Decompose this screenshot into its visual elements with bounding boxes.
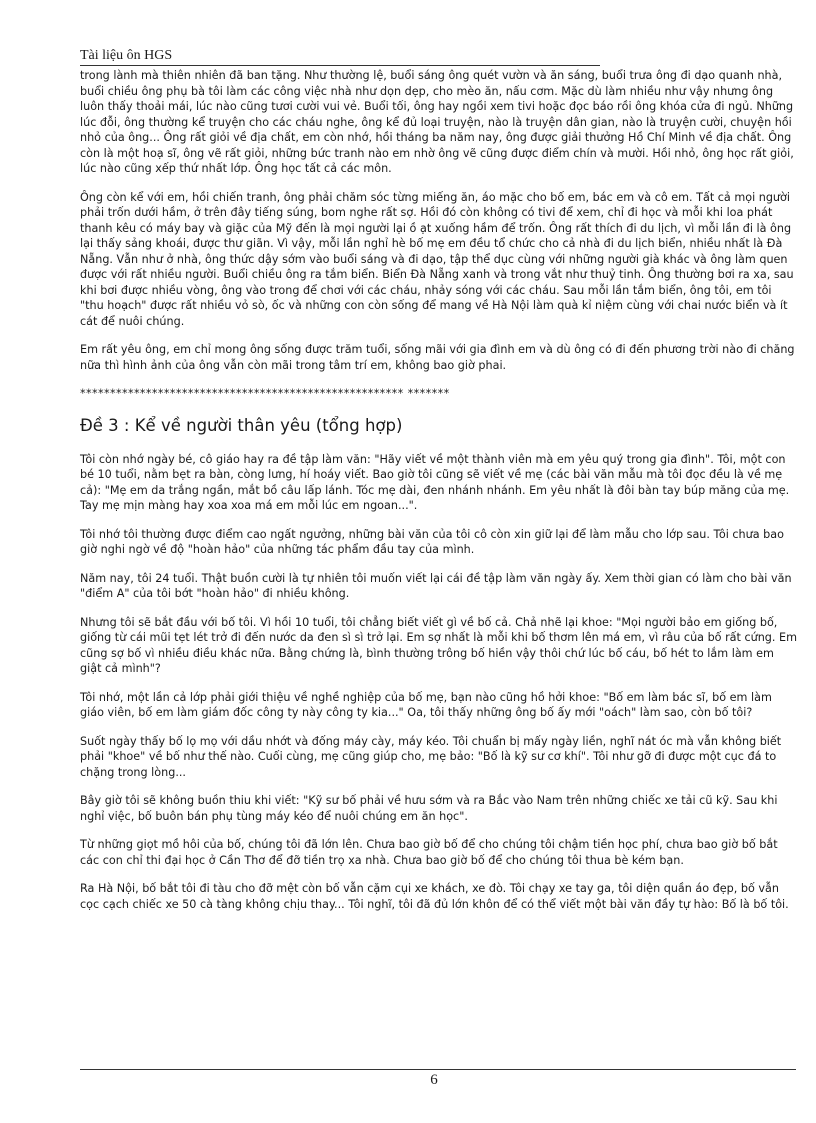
body-paragraph: Bây giờ tôi sẽ không buồn thiu khi viết: "Kỹ sư bố phải về hưu sớm và ra Bắc vào Nam trên những chiếc xe tải cũ kỹ. Sau khi nghỉ việc, bố buôn bán phụ tùng máy kéo để nuôi chúng em ăn học".	[80, 794, 778, 823]
body-paragraph: Nhưng tôi sẽ bắt đầu với bố tôi. Vì hồi 10 tuổi, tôi chẳng biết viết gì về bố cả. Chả nhẽ lại khoe: "Mọi người bảo em giống bố, giống từ cái mũi tẹt lét trở đi đến nước da đen sì sì trở lại. Em sợ nhất là mỗi khi bố thơm lên má em, vì râu của bố rất cứng. Em cũng sợ bố vì nhiều điều khác nữa. Bằng chứng là, bình thường trông bố hiền vậy thôi chứ lúc bố cáu, bố hét to lắm làm em giật cả mình"?	[80, 615, 797, 675]
document-body	[80, 68, 798, 925]
body-paragraph: Suốt ngày thấy bố lọ mọ với dầu nhớt và đống máy cày, máy kéo. Tôi chuẩn bị mấy ngày liền, nghĩ nát óc mà vẫn không biết phải "khoe" về bố như thế nào. Cuối cùng, mẹ cũng giúp cho, mẹ bảo: "Bố là kỹ sư cơ khí". Tôi như gỡ đi được một cục đá to chặng trong lòng...	[80, 734, 782, 779]
body-paragraph: trong lành mà thiên nhiên đã ban tặng. Như thường lệ, buổi sáng ông quét vườn và ăn sáng, buổi trưa ông đi dạo quanh nhà, buổi chiều ông phụ bà tôi làm các công việc nhà như dọn dẹp, cho mèo ăn, nấu cơm. Mặc dù làm nhiều như vậy nhưng ông luôn thấy thoải mái, lúc nào cũng tươi cười vui vẻ. Buổi tối, ông hay ngồi xem tivi hoặc đọc báo rồi ông khóa cửa đi ngủ. Những lúc đỗi, ông thường kể truyện cho các cháu nghe, ông kể đủ loại truyện, nào là truyện dân gian, nào là truyện cười, chuyện hồi nhỏ của ông... Ông rất giỏi về địa chất, em còn nhớ, hồi tháng ba năm nay, ông được giải thưởng Hồ Chí Minh về địa chất. Ông còn là một hoạ sĩ, ông vẽ rất giỏi, những bức tranh nào em nhờ ông vẽ cũng được điểm chín và mười. Hồi nhỏ, ông học rất giỏi, lúc nào cũng xếp thứ nhất lớp. Ông học tất cả các môn.	[80, 69, 794, 175]
body-paragraph: Tôi nhớ tôi thường được điểm cao ngất ngưởng, những bài văn của tôi cô còn xin giữ lại để làm mẫu cho lớp sau. Tôi chưa bao giờ nghi ngờ về độ "hoàn hảo" của những tác phẩm đầu tay của mình.	[80, 527, 784, 556]
footer-divider	[80, 1069, 796, 1070]
page-header-title: Tài liệu ôn HGS	[80, 48, 600, 66]
body-paragraph: Ra Hà Nội, bố bắt tôi đi tàu cho đỡ mệt còn bố vẫn cặm cụi xe khách, xe đò. Tôi chạy xe tay ga, tôi diện quần áo đẹp, bố vẫn cọc cạch chiếc xe 50 cà tàng không chịu thay... Tôi nghĩ, tôi đã đủ lớn khôn để có thể viết một bài văn đầy tự hào: Bố là bố tôi.	[80, 882, 789, 911]
body-paragraph: Tôi nhớ, một lần cả lớp phải giới thiệu về nghề nghiệp của bố mẹ, bạn nào cũng hồ hởi khoe: "Bố em làm bác sĩ, bố em làm giáo viên, bố em làm giám đốc công ty này công ty kia..." Oa, tôi thấy những ông bố ấy mới "oách" làm sao, còn bố tôi?	[80, 690, 772, 719]
section-heading: Đề 3 : Kể về người thân yêu (tổng hợp)	[80, 415, 403, 435]
page-number: 6	[430, 1072, 438, 1088]
separator-line: ****************************************************** *******	[80, 387, 450, 400]
body-paragraph: Năm nay, tôi 24 tuổi. Thật buồn cười là tự nhiên tôi muốn viết lại cái đề tập làm văn ngày ấy. Xem thời gian có làm cho bài văn "điểm A" của tôi bớt "hoàn hảo" đi nhiều không.	[80, 571, 792, 600]
body-paragraph: Từ những giọt mồ hôi của bố, chúng tôi đã lớn lên. Chưa bao giờ bố để cho chúng tôi chậm tiền học phí, chưa bao giờ bố bắt các con chỉ thi đại học ở Cần Thơ để đỡ tiền trọ xa nhà. Chưa bao giờ bố để cho chúng tôi thua bè kém bạn.	[80, 838, 778, 867]
body-paragraph: Em rất yêu ông, em chỉ mong ông sống được trăm tuổi, sống mãi với gia đình em và dù ông có đi đến phương trời nào đi chăng nữa thì hình ảnh của ông vẫn còn mãi trong tâm trí em, không bao giờ phai.	[80, 343, 795, 372]
body-paragraph: Tôi còn nhớ ngày bé, cô giáo hay ra đề tập làm văn: "Hãy viết về một thành viên mà em yêu quý trong gia đình". Tôi, một con bé 10 tuổi, nằm bẹt ra bàn, còng lưng, hí hoáy viết. Bao giờ tôi cũng sẽ viết về mẹ (các bài văn mẫu mà tôi đọc đều là về mẹ cả): "Mẹ em da trắng ngần, mắt bồ câu lấp lánh. Tóc mẹ dài, đen nhánh nhánh. Em yêu nhất là đôi bàn tay búp măng của mẹ. Tay mẹ mịn màng hay xoa xoa má em mỗi lúc em ngoan...".	[80, 452, 790, 512]
body-paragraph: Ông còn kể với em, hồi chiến tranh, ông phải chăm sóc từng miếng ăn, áo mặc cho bố em, bác em và cô em. Tất cả mọi người phải trốn dưới hầm, ở trên đây tiếng súng, bom nghe rất sợ. Hồi đó còn không có tivi để xem, chỉ đi học và mỗi khi loa phát thanh kêu có máy bay và giặc của Mỹ đến là mọi người lại ồ ạt xuống hầm để trốn. Ông rất thích đi du lịch, vì mỗi lần đi là ông lại thấy sảng khoái, được thư giãn. Vì vậy, mỗi lần nghỉ hè bố mẹ em đều tổ chức cho cả nhà đi du lịch biển, nhiều nhất là Đà Nẵng. Vẫn như ở nhà, ông thức dậy sớm vào buổi sáng và đi dạo, tập thể dục cùng với những người già khác và ông làm quen được với rất nhiều người. Buổi chiều ông ra tắm biển. Biển Đà Nẵng xanh và trong vắt như thuỷ tinh. Ông thường bơi ra xa, sau khi bơi được nhiều vòng, ông vào trong để chơi với các cháu, nhảy sóng với các cháu. Sau mỗi lần tắm biển, ông tôi, em tôi "thu hoạch" được rất nhiều vỏ sò, ốc và những con còn sống để mang về Hà Nội làm quà kỉ niệm cùng với chai nước biển và ít cát để nuôi chúng.	[80, 190, 794, 328]
